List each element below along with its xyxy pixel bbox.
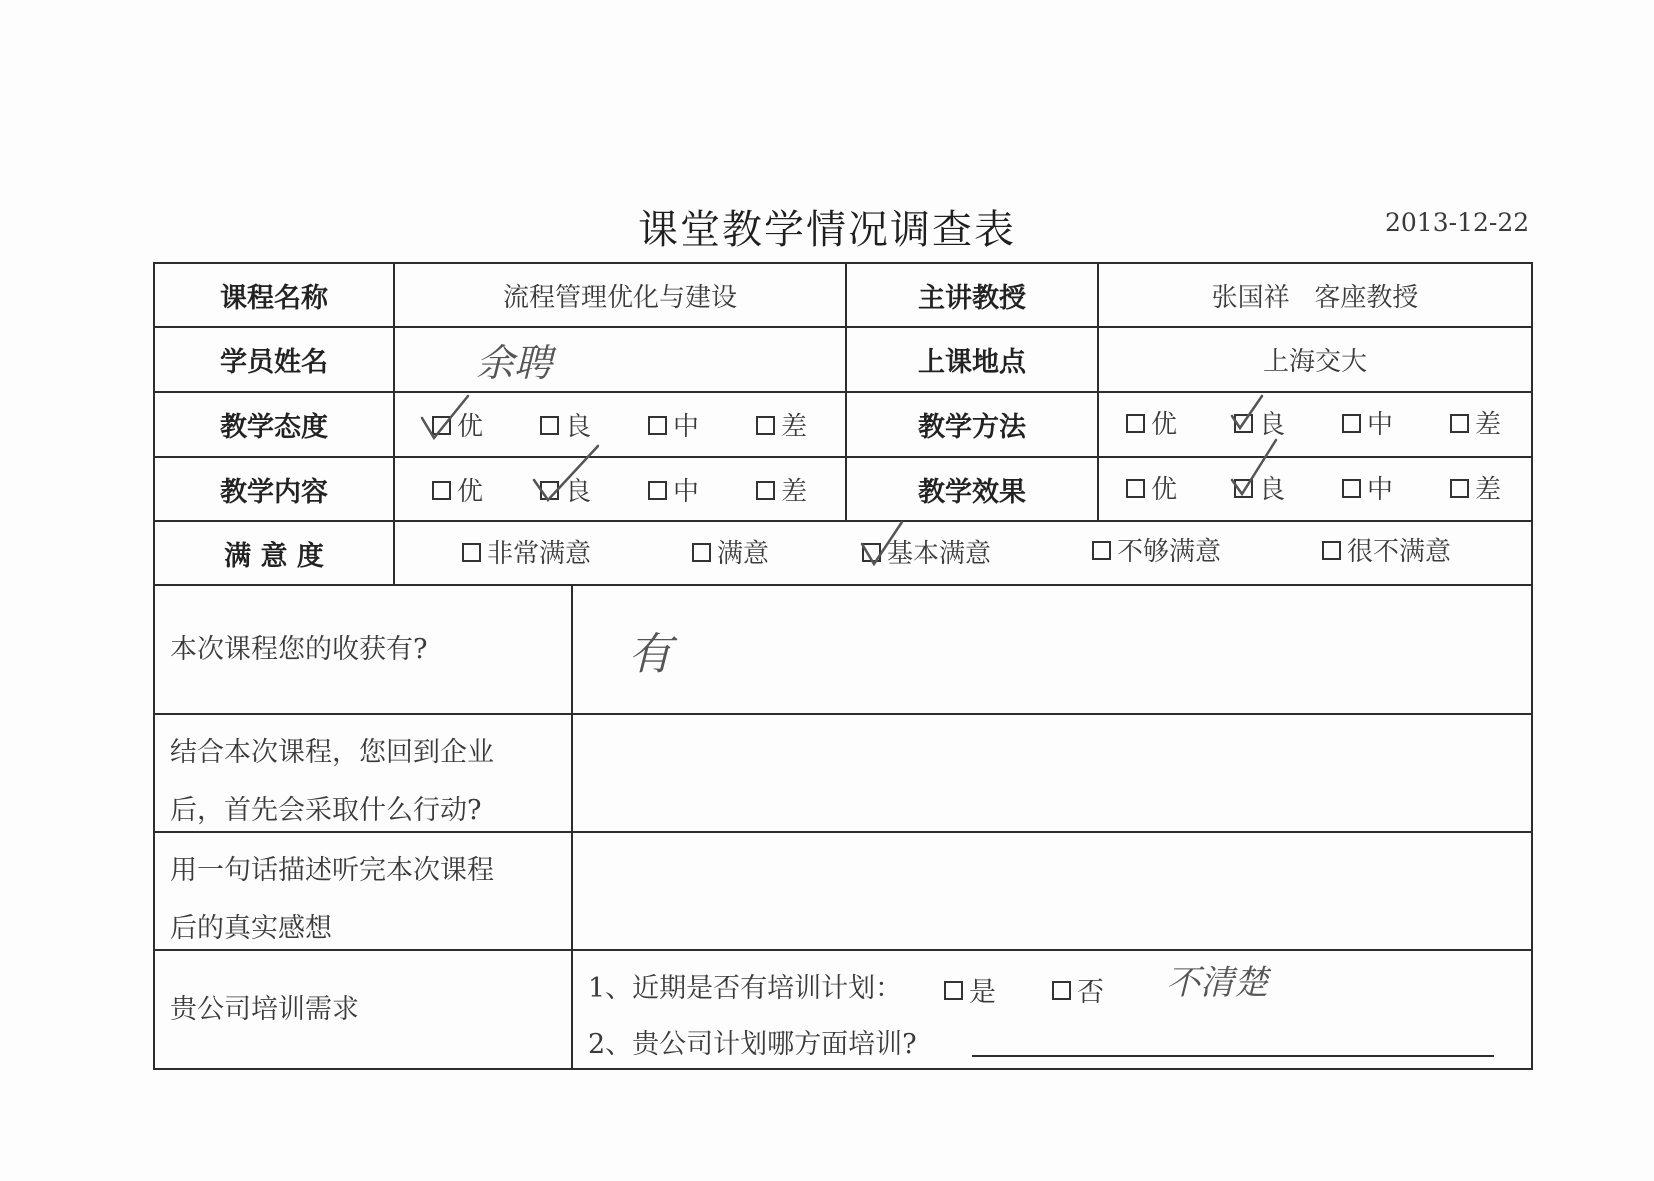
checkbox[interactable] bbox=[648, 416, 667, 435]
q2-label-line1: 结合本次课程，您回到企业 bbox=[170, 737, 494, 768]
checkbox[interactable] bbox=[1052, 981, 1071, 1000]
method-option-good[interactable]: 良 bbox=[1234, 390, 1285, 455]
attitude-option-good[interactable]: 良 bbox=[540, 392, 591, 457]
checkbox[interactable] bbox=[1342, 479, 1361, 498]
student-name-value: 余聘 bbox=[476, 341, 553, 385]
satisfaction-option-basic[interactable]: 基本满意 bbox=[862, 519, 991, 583]
training-plan-no[interactable]: 否 bbox=[1052, 960, 1104, 1018]
checkbox[interactable] bbox=[1450, 479, 1469, 498]
checkbox[interactable] bbox=[1450, 414, 1469, 433]
location-label: 上课地点 bbox=[918, 347, 1026, 378]
effect-option-average[interactable]: 中 bbox=[1342, 455, 1393, 519]
checkbox[interactable] bbox=[1322, 541, 1341, 560]
q3-answer-area[interactable] bbox=[572, 832, 1532, 950]
satisfaction-option-not-enough[interactable]: 不够满意 bbox=[1092, 517, 1221, 581]
satisfaction-option-satisfied[interactable]: 满意 bbox=[692, 519, 769, 583]
checkbox[interactable] bbox=[1342, 414, 1361, 433]
attitude-option-excellent[interactable]: 优 bbox=[432, 392, 483, 457]
q1-label: 本次课程您的收获有? bbox=[170, 633, 428, 665]
effect-option-good[interactable]: 良 bbox=[1234, 455, 1285, 519]
checkbox[interactable] bbox=[432, 481, 451, 500]
content-option-excellent[interactable]: 优 bbox=[432, 457, 483, 521]
checkbox[interactable] bbox=[540, 416, 559, 435]
form-date: 2013-12-22 bbox=[1385, 208, 1530, 237]
q4-label: 贵公司培训需求 bbox=[170, 993, 359, 1025]
satisfaction-label: 满 意 度 bbox=[224, 540, 324, 572]
method-option-average[interactable]: 中 bbox=[1342, 390, 1393, 455]
form-title: 课堂教学情况调查表 bbox=[638, 207, 1016, 253]
professor-value: 张国祥 客座教授 bbox=[1211, 282, 1419, 313]
q2-answer-area[interactable] bbox=[572, 714, 1532, 832]
q1-answer[interactable]: 有 bbox=[628, 628, 672, 680]
course-name-label: 课程名称 bbox=[220, 282, 328, 314]
checkbox[interactable] bbox=[756, 416, 775, 435]
q4-line1-text: 1、近期是否有培训计划： bbox=[588, 973, 903, 1004]
checkbox[interactable] bbox=[1126, 414, 1145, 433]
content-option-average[interactable]: 中 bbox=[648, 457, 699, 521]
checkbox[interactable] bbox=[648, 481, 667, 500]
checkbox[interactable] bbox=[944, 981, 963, 1000]
satisfaction-option-very-unsatisfied[interactable]: 很不满意 bbox=[1322, 517, 1451, 581]
student-name-label: 学员姓名 bbox=[220, 347, 328, 378]
q2-label-line2: 后，首先会采取什么行动? bbox=[170, 795, 482, 826]
q3-label-line1: 用一句话描述听完本次课程 bbox=[170, 855, 494, 886]
location-value: 上海交大 bbox=[1262, 347, 1367, 377]
q3-label-line2: 后的真实感想 bbox=[170, 913, 332, 944]
q4-line2: 2、贵公司计划哪方面培训? bbox=[588, 1029, 917, 1060]
checkbox[interactable] bbox=[1234, 479, 1253, 498]
satisfaction-option-very[interactable]: 非常满意 bbox=[462, 519, 591, 583]
teaching-attitude-label: 教学态度 bbox=[220, 412, 328, 443]
teaching-content-label: 教学内容 bbox=[220, 476, 328, 508]
checkbox[interactable] bbox=[692, 543, 711, 562]
q4-line2-answer[interactable] bbox=[972, 1022, 1494, 1054]
teaching-effect-label: 教学效果 bbox=[918, 476, 1026, 508]
checkbox[interactable] bbox=[540, 481, 559, 500]
course-name-value: 流程管理优化与建设 bbox=[502, 282, 737, 313]
training-plan-yes[interactable]: 是 bbox=[944, 960, 996, 1018]
q4-line1 bbox=[588, 960, 902, 1018]
teaching-method-label: 教学方法 bbox=[918, 412, 1026, 443]
checkbox[interactable] bbox=[1234, 414, 1253, 433]
checkbox[interactable] bbox=[756, 481, 775, 500]
method-option-excellent[interactable]: 优 bbox=[1126, 390, 1177, 455]
method-option-poor[interactable]: 差 bbox=[1450, 390, 1501, 455]
professor-label: 主讲教授 bbox=[918, 282, 1026, 314]
checkbox[interactable] bbox=[1126, 479, 1145, 498]
attitude-option-average[interactable]: 中 bbox=[648, 392, 699, 457]
effect-option-poor[interactable]: 差 bbox=[1450, 455, 1501, 519]
effect-option-excellent[interactable]: 优 bbox=[1126, 455, 1177, 519]
checkbox[interactable] bbox=[462, 543, 481, 562]
content-option-poor[interactable]: 差 bbox=[756, 457, 807, 521]
checkbox[interactable] bbox=[1092, 541, 1111, 560]
training-plan-handwritten-note: 不清楚 bbox=[1166, 963, 1268, 1003]
checkbox[interactable] bbox=[862, 543, 881, 562]
attitude-option-poor[interactable]: 差 bbox=[756, 392, 807, 457]
content-option-good[interactable]: 良 bbox=[540, 457, 591, 521]
checkbox[interactable] bbox=[432, 416, 451, 435]
